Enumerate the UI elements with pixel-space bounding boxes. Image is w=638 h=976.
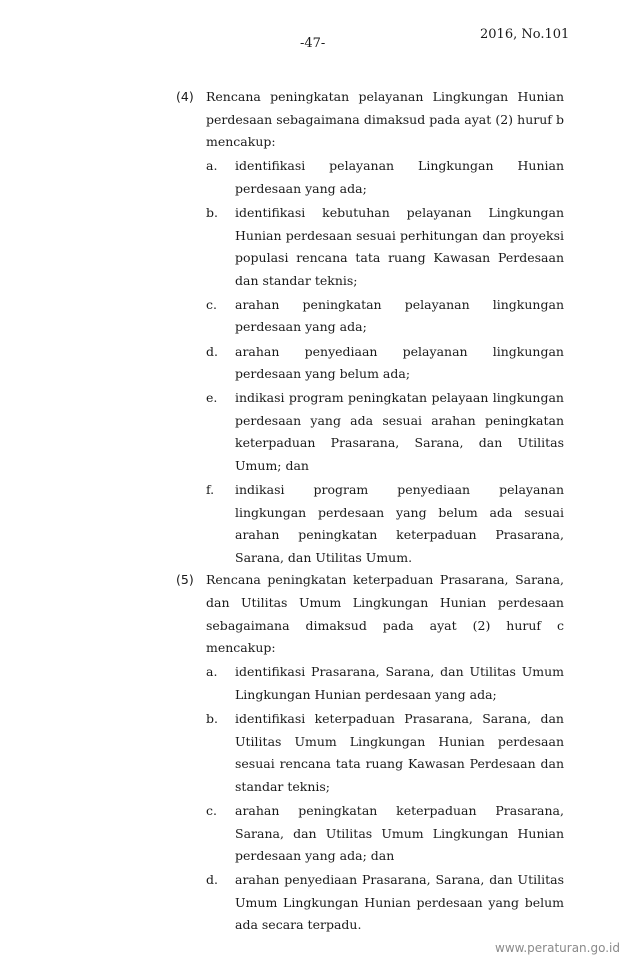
ayat-intro: Rencana peningkatan pelayanan Lingkungan Hunian perdesaan sebagaimana dimaksud pada ayat (2) huruf b mencakup: [206,89,564,150]
page-number: -47- [300,36,326,51]
item-text: arahan penyediaan pelayanan lingkungan perdesaan yang belum ada; [235,343,564,382]
ayat-4 [176,86,564,569]
footer-url-watermark: www.peraturan.go.id [495,941,620,955]
item-text: arahan peningkatan keterpaduan Prasarana, Sarana, dan Utilitas Umum Lingkungan Hunian perdesaan yang ada; dan [235,802,564,864]
item-text: identifikasi kebutuhan pelayanan Lingkungan Hunian perdesaan sesuai perhitungan dan proyeksi populasi rencana tata ruang Kawasan Perdesaan dan standar teknis; [235,204,564,288]
ayat-intro: Rencana peningkatan keterpaduan Prasarana, Sarana, dan Utilitas Umum Lingkungan Hunian perdesaan sebagaimana dimaksud pada ayat (2) huruf c mencakup: [206,572,564,656]
item-letter: f. [206,482,215,498]
list-item [206,294,564,339]
item-text: arahan penyediaan Prasarana, Sarana, dan Utilitas Umum Lingkungan Hunian perdesaan yang belum ada secara terpadu. [235,872,564,933]
ayat-body [206,86,564,569]
list-item [206,800,564,868]
ayat-body [206,569,564,937]
item-text: identifikasi keterpaduan Prasarana, Sarana, dan Utilitas Umum Lingkungan Hunian perdesaan sesuai rencana tata ruang Kawasan Perdesaan dan standar teknis; [235,711,564,794]
list-item [206,661,564,706]
item-text: identifikasi Prasarana, Sarana, dan Utilitas Umum Lingkungan Hunian perdesaan yang ada; [235,664,564,702]
list-item [206,869,564,937]
item-letter: d. [206,872,218,888]
item-text: indikasi program penyediaan pelayanan lingkungan perdesaan yang belum ada sesuai arahan peningkatan keterpaduan Prasarana, Sarana, dan Utilitas Umum. [235,482,564,565]
document-reference: 2016, No.101 [480,27,570,42]
list-item [206,155,564,200]
document-body [176,86,564,937]
ayat-number: (5) [176,572,194,588]
list-item [206,479,564,569]
item-letter: e. [206,390,218,406]
item-letter: c. [206,802,217,818]
list-item [206,708,564,798]
item-letter: d. [206,343,218,359]
item-letter: c. [206,296,217,312]
ayat-number: (4) [176,89,194,104]
item-text: identifikasi pelayanan Lingkungan Hunian perdesaan yang ada; [235,158,564,196]
item-letter: b. [206,711,218,727]
list-item [206,341,564,386]
item-text: indikasi program peningkatan pelayaan lingkungan perdesaan yang ada sesuai arahan peningkatan keterpaduan Prasarana, Sarana, dan Utilitas Umum; dan [235,390,564,473]
list-item [206,202,564,292]
item-text: arahan peningkatan pelayanan lingkungan perdesaan yang ada; [235,296,564,335]
item-letter: a. [206,664,218,680]
ayat-5 [176,569,564,937]
item-letter: b. [206,204,218,220]
item-letter: a. [206,158,218,174]
list-item [206,387,564,477]
